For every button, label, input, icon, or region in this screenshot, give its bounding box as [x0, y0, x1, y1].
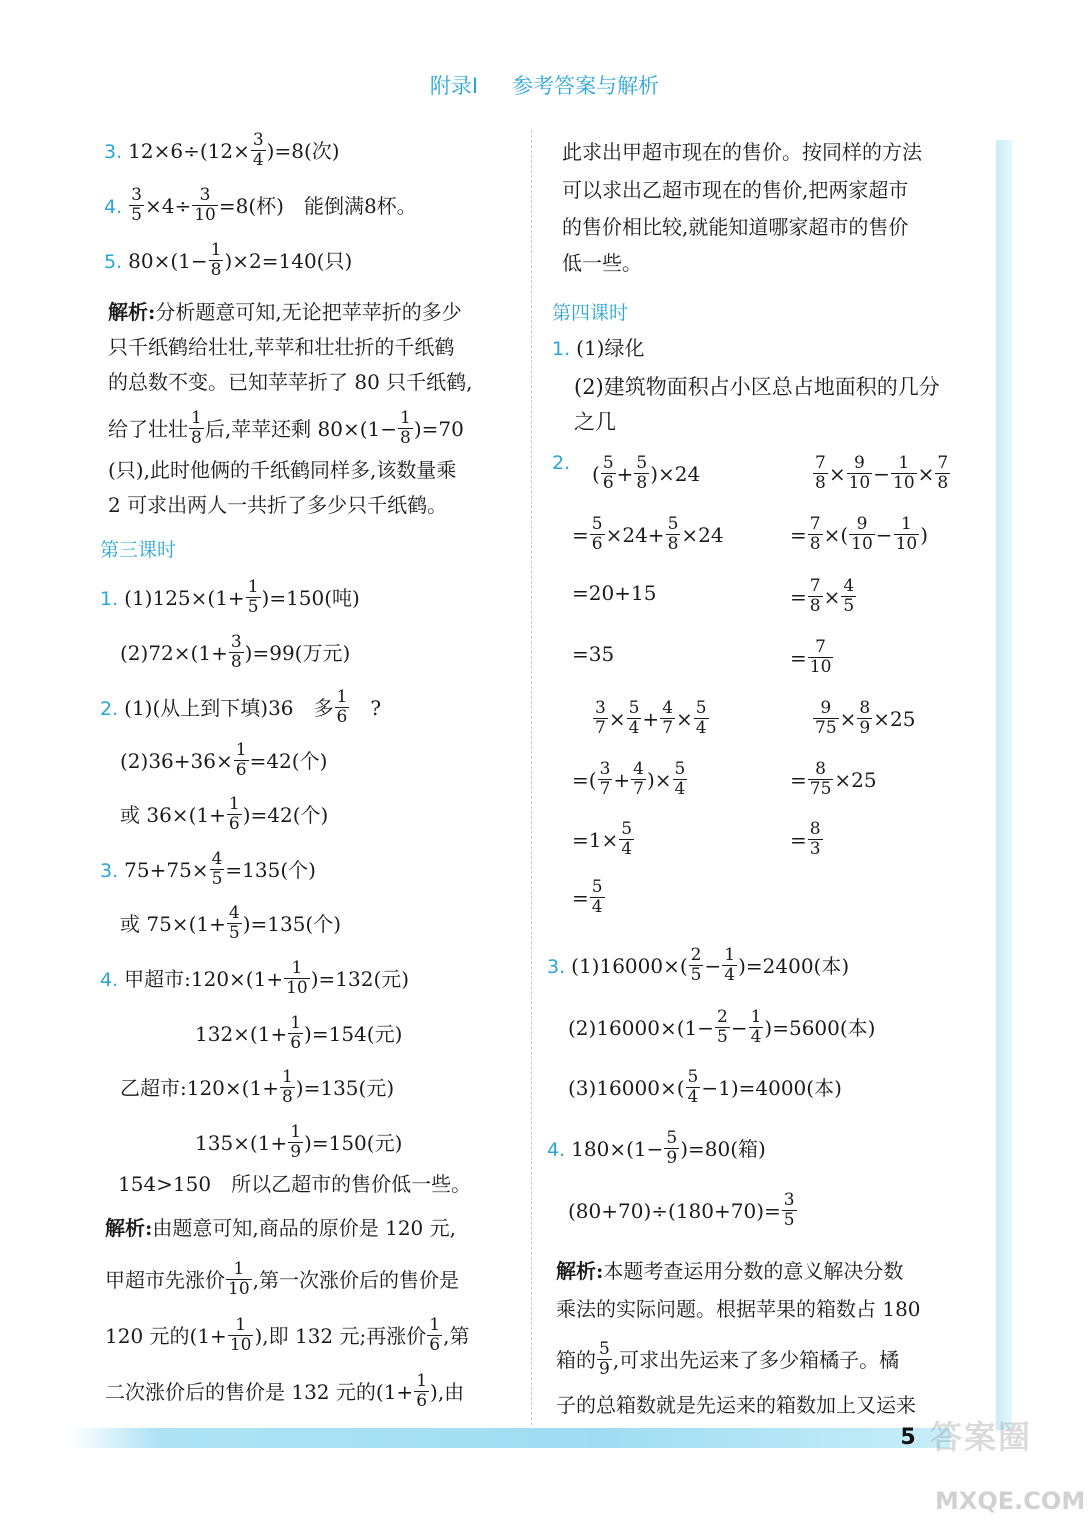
fraction: $\frac{1}{4}$ [724, 945, 736, 985]
right-cont-line1: 此求出甲超市现在的售价。按同样的方法 [562, 140, 922, 164]
fraction: $\frac{5}{4}$ [687, 1067, 699, 1107]
fraction: $\frac{7}{10}$ [809, 637, 832, 677]
calc-b-line2: = $\frac{7}{8}$ ×( $\frac{9}{10}$ − $\frac{1}{10}$ ) [790, 514, 929, 554]
fraction: $\frac{4}{7}$ [662, 698, 674, 738]
analysis1-line1: 解析:分析题意可知,无论把苹苹折的多少 [108, 300, 462, 324]
s3-q4-yi1: 乙超市:120×(1+ $\frac{1}{8}$ )=135(元) [120, 1067, 395, 1107]
fraction: $\frac{5}{6}$ [591, 514, 603, 554]
s3-q1-part1: 1. (1)125×(1+ $\frac{1}{5}$ )=150(吨) [100, 577, 360, 617]
fraction: $\frac{2}{5}$ [717, 1007, 728, 1047]
bottom-decorative-bar [70, 1428, 950, 1448]
fraction: $\frac{7}{8}$ [937, 453, 949, 493]
section-lesson4-title: 第四课时 [552, 302, 629, 324]
fraction: $\frac{2}{5}$ [690, 945, 702, 985]
fraction: $\frac{4}{5}$ [211, 849, 223, 889]
right-cont-line2: 可以求出乙超市现在的售价,把两家超市 [562, 178, 909, 202]
fraction: $\frac{7}{8}$ [809, 576, 821, 616]
fraction: $\frac{5}{4}$ [621, 819, 633, 859]
calc-d-line1: $\frac{9}{75}$ × $\frac{8}{9}$ ×25 [815, 698, 916, 738]
analysis2-line3: 120 元的(1+ $\frac{1}{10}$ ),即 132 元;再涨价 $\frac{1}{6}$ ,第 [105, 1315, 470, 1355]
fraction: $\frac{1}{8}$ [191, 408, 202, 448]
calc-d-line3: = $\frac{8}{3}$ [790, 819, 821, 859]
fraction: $\frac{5}{4}$ [628, 698, 640, 738]
calc-c-line4: = $\frac{5}{4}$ [572, 877, 603, 917]
s4-q1-part3: 之几 [574, 410, 616, 434]
s4-q1-part2: (2)建筑物面积占小区总占地面积的几分 [574, 375, 940, 399]
fraction: $\frac{5}{4}$ [674, 759, 686, 799]
fraction: $\frac{1}{8}$ [400, 408, 411, 448]
s4-q3-part1: 3. (1)16000×( $\frac{2}{5}$ − $\frac{1}{4}$ )=2400(本) [547, 945, 850, 985]
fraction: $\frac{5}{4}$ [591, 877, 603, 917]
right-cont-line4: 低一些。 [562, 251, 642, 275]
s4-q2-number: 2. [552, 452, 571, 474]
fraction: $\frac{1}{8}$ [281, 1067, 293, 1107]
fraction: $\frac{1}{8}$ [210, 240, 222, 280]
calc-d-line2: = $\frac{8}{75}$ ×25 [790, 759, 877, 799]
fraction: $\frac{9}{10}$ [851, 514, 873, 554]
fraction: $\frac{1}{6}$ [336, 687, 348, 727]
analysis1-line4: 给了壮壮 $\frac{1}{8}$ 后,苹苹还剩 80×(1− $\frac{1}{8}$ )=70 [108, 408, 464, 448]
s3-q2-part3: 或 36×(1+ $\frac{1}{6}$ )=42(个) [120, 794, 329, 834]
fraction: $\frac{3}{10}$ [194, 185, 216, 225]
fraction: $\frac{5}{9}$ [666, 1128, 678, 1168]
analysis3-line4: 子的总箱数就是先运来的箱数加上又运来 [556, 1393, 916, 1417]
fraction: $\frac{3}{4}$ [252, 130, 264, 170]
fraction: $\frac{8}{9}$ [859, 698, 871, 738]
analysis3-line1: 解析:本题考查运用分数的意义解决分数 [556, 1259, 904, 1283]
s4-q4-part2: (80+70)÷(180+70)= $\frac{3}{5}$ [568, 1190, 795, 1230]
calc-a-line3: =20+15 [572, 581, 657, 605]
s3-q1-part2: (2)72×(1+ $\frac{3}{8}$ )=99(万元) [120, 632, 351, 672]
fraction: $\frac{5}{8}$ [636, 453, 648, 493]
analysis1-line6: 2 可求出两人一共折了多少只千纸鹤。 [108, 493, 448, 517]
calc-a-line1: ( $\frac{5}{6}$ + $\frac{5}{8}$ )×24 [592, 453, 701, 493]
s3-q4-yi2: 135×(1+ $\frac{1}{9}$ )=150(元) [195, 1122, 403, 1162]
fraction: $\frac{4}{7}$ [633, 759, 644, 799]
fraction: $\frac{7}{8}$ [809, 514, 821, 554]
page-header [0, 70, 1089, 100]
fraction: $\frac{8}{3}$ [809, 819, 821, 859]
fraction: $\frac{9}{10}$ [848, 453, 871, 493]
fraction: $\frac{4}{5}$ [228, 903, 240, 943]
fraction: $\frac{1}{6}$ [429, 1315, 441, 1355]
left-q3: 3. 12×6÷(12× $\frac{3}{4}$ )=8(次) [104, 130, 340, 170]
fraction: $\frac{1}{6}$ [235, 740, 247, 780]
analysis2-line2: 甲超市先涨价 $\frac{1}{10}$ ,第一次涨价后的售价是 [105, 1259, 459, 1299]
analysis2-line1: 解析:由题意可知,商品的原价是 120 元, [105, 1216, 456, 1240]
analysis2-line4: 二次涨价后的售价是 132 元的(1+ $\frac{1}{6}$ ),由 [105, 1371, 465, 1411]
analysis1-line5: (只),此时他俩的千纸鹤同样多,该数量乘 [108, 458, 457, 482]
fraction: $\frac{5}{8}$ [667, 514, 679, 554]
s4-q3-part2: (2)16000×(1− $\frac{2}{5}$ − $\frac{1}{4}$ )=5600(本) [568, 1007, 876, 1047]
column-divider [531, 130, 532, 1425]
fraction: $\frac{3}{7}$ [599, 759, 611, 799]
s3-q2-part1: 2. (1)(从上到下填)36 多 $\frac{1}{6}$ ? [100, 687, 382, 727]
fraction: $\frac{1}{10}$ [895, 514, 918, 554]
calc-a-line2: = $\frac{5}{6}$ ×24+ $\frac{5}{8}$ ×24 [572, 514, 724, 554]
calc-a-line4: =35 [572, 642, 615, 666]
fraction: $\frac{1}{5}$ [247, 577, 259, 617]
calc-c-line2: =( $\frac{3}{7}$ + $\frac{4}{7}$ )× $\frac{5}{4}$ [572, 759, 686, 799]
header-title: 参考答案与解析 [512, 74, 660, 98]
calc-b-line1: $\frac{7}{8}$ × $\frac{9}{10}$ − $\frac{1}{10}$ × $\frac{7}{8}$ [815, 453, 949, 493]
left-q5: 5. 80×(1− $\frac{1}{8}$ )×2=140(只) [104, 240, 353, 280]
fraction: $\frac{1}{6}$ [416, 1371, 428, 1411]
fraction: $\frac{3}{8}$ [230, 632, 242, 672]
section-lesson3-title: 第三课时 [100, 539, 177, 561]
s3-q2-part2: (2)36+36× $\frac{1}{6}$ =42(个) [120, 740, 328, 780]
fraction: $\frac{1}{10}$ [228, 1259, 250, 1299]
fraction: $\frac{1}{9}$ [290, 1122, 302, 1162]
analysis3-line3: 箱的 $\frac{5}{9}$ ,可求出先运来了多少箱橘子。橘 [556, 1339, 900, 1379]
fraction: $\frac{3}{7}$ [595, 698, 606, 738]
analysis1-line3: 的总数不变。已知苹苹折了 80 只千纸鹤, [108, 370, 473, 394]
s3-q3-part2: 或 75×(1+ $\frac{4}{5}$ )=135(个) [120, 903, 342, 943]
fraction: $\frac{9}{75}$ [815, 698, 837, 738]
right-edge-stripe [996, 140, 1012, 1430]
calc-c-line1: $\frac{3}{7}$ × $\frac{5}{4}$ + $\frac{4}{7}$ × $\frac{5}{4}$ [595, 698, 707, 738]
fraction: $\frac{1}{6}$ [290, 1013, 302, 1053]
watermark-site: MXQE.COM [935, 1487, 1086, 1515]
fraction: $\frac{5}{4}$ [695, 698, 707, 738]
fraction: $\frac{3}{5}$ [131, 185, 142, 225]
fraction: $\frac{1}{10}$ [286, 958, 308, 998]
header-appendix: 附录Ⅰ [429, 74, 479, 98]
calc-b-line3: = $\frac{7}{8}$ × $\frac{4}{5}$ [790, 576, 855, 616]
fraction: $\frac{1}{10}$ [893, 453, 915, 493]
s3-q4-jia1: 4. 甲超市:120×(1+ $\frac{1}{10}$ )=132(元) [100, 958, 410, 998]
fraction: $\frac{5}{9}$ [599, 1339, 610, 1379]
fraction: $\frac{8}{75}$ [809, 759, 832, 799]
calc-b-line4: = $\frac{7}{10}$ [790, 637, 832, 677]
s3-q3-part1: 3. 75+75× $\frac{4}{5}$ =135(个) [100, 849, 316, 889]
s3-q4-conclusion: 154>150 所以乙超市的售价低一些。 [118, 1172, 472, 1196]
fraction: $\frac{7}{8}$ [815, 453, 826, 493]
fraction: $\frac{4}{5}$ [843, 576, 855, 616]
page-number: 5 [900, 1425, 916, 1450]
fraction: $\frac{5}{6}$ [602, 453, 614, 493]
s4-q1-part1: 1. (1)绿化 [552, 336, 645, 360]
left-q4: 4. $\frac{3}{5}$ ×4÷ $\frac{3}{10}$ =8(杯) 能倒满8杯。 [104, 185, 417, 225]
analysis3-line2: 乘法的实际问题。根据苹果的箱数占 180 [556, 1297, 921, 1321]
s3-q4-jia2: 132×(1+ $\frac{1}{6}$ )=154(元) [195, 1013, 403, 1053]
fraction: $\frac{1}{10}$ [229, 1315, 252, 1355]
watermark-logo: 答案圈 [930, 1418, 1033, 1456]
fraction: $\frac{1}{4}$ [750, 1007, 762, 1047]
fraction: $\frac{1}{6}$ [228, 794, 240, 834]
right-cont-line3: 的售价相比较,就能知道哪家超市的售价 [562, 215, 909, 239]
s4-q3-part3: (3)16000×( $\frac{5}{4}$ −1)=4000(本) [568, 1067, 842, 1107]
fraction: $\frac{3}{5}$ [783, 1190, 795, 1230]
calc-c-line3: =1× $\frac{5}{4}$ [572, 819, 633, 859]
s4-q4-part1: 4. 180×(1− $\frac{5}{9}$ )=80(箱) [547, 1128, 766, 1168]
analysis1-line2: 只千纸鹤给壮壮,苹苹和壮壮折的千纸鹤 [108, 335, 455, 359]
